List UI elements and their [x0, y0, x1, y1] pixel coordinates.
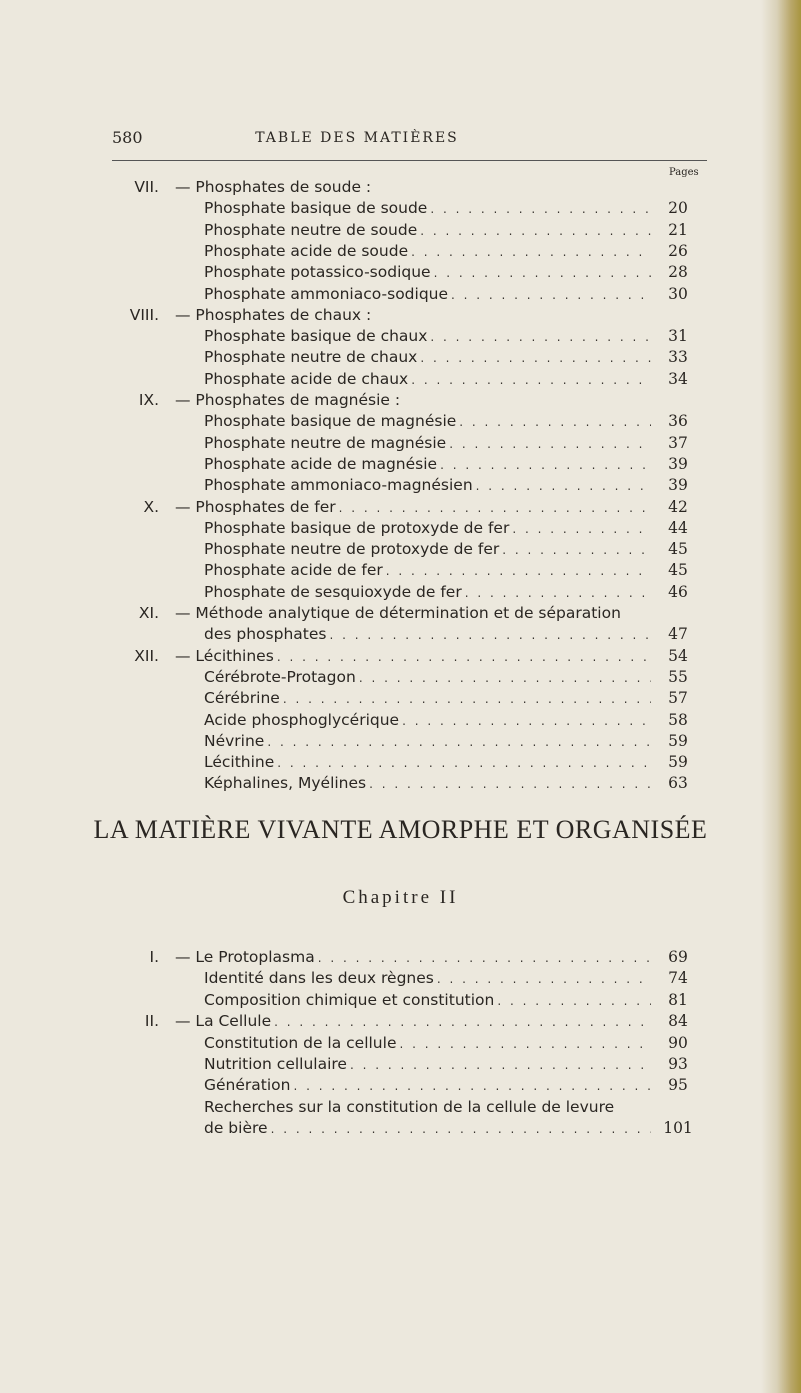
- toc-entry-row: [0, 1052, 801, 1076]
- toc-entry-row: [0, 988, 801, 1012]
- page-ref: 101: [663, 1119, 693, 1138]
- entry-line: [204, 1095, 651, 1119]
- page-ref: 21: [668, 220, 688, 239]
- entry-title: Nutrition cellulaire: [204, 1055, 347, 1073]
- entry-title: Phosphate acide de magnésie: [204, 454, 438, 473]
- page-ref: 55: [668, 667, 688, 686]
- section-title: — Méthode analytique de détermination et de séparation: [175, 604, 621, 622]
- section-title: — Phosphates de soude :: [175, 178, 372, 196]
- entry-title: Génération: [204, 1076, 291, 1095]
- page-ref: 93: [668, 1055, 688, 1073]
- entry-title: Phosphate acide de soude: [204, 241, 409, 260]
- entry-line: [204, 1116, 651, 1141]
- section-title: — Le Protoplasma: [175, 948, 315, 966]
- toc-entry-row: [0, 966, 801, 990]
- page-ref: 45: [668, 540, 688, 559]
- section-roman-numeral: VII.: [134, 178, 159, 196]
- entry-title: Phosphate ammoniaco-magnésien: [204, 476, 473, 495]
- entry-title: Phosphate ammoniaco-sodique: [204, 284, 449, 303]
- page-ref: 34: [668, 369, 688, 388]
- page-ref: 46: [668, 582, 688, 601]
- entry-title: Phosphate potassico-sodique: [204, 263, 431, 282]
- pages-column-label: Pages: [669, 167, 699, 178]
- section-roman-numeral: IX.: [138, 391, 159, 409]
- entry-title: de bière: [204, 1119, 268, 1138]
- section-title: — Phosphates de chaux :: [175, 305, 372, 324]
- dot-leader: [369, 772, 651, 796]
- page-ref: 57: [668, 689, 688, 708]
- entry-title: Phosphate neutre de protoxyde de fer: [204, 540, 500, 559]
- page-ref: 20: [668, 199, 688, 218]
- entry-title: Phosphate basique de soude: [204, 199, 428, 218]
- page-ref: 69: [668, 948, 688, 966]
- entry-title: Névrine: [204, 731, 265, 750]
- entry-title: Phosphate neutre de magnésie: [204, 433, 447, 452]
- page-ref: 58: [668, 710, 688, 729]
- entry-title: Identité dans les deux règnes: [204, 969, 434, 988]
- entry-title: Phosphate acide de chaux: [204, 369, 409, 388]
- entry-title: Phosphate acide de fer: [204, 561, 383, 580]
- dot-leader: [271, 1117, 651, 1141]
- page-ref: 47: [668, 625, 688, 644]
- part-heading: LA MATIÈRE VIVANTE AMORPHE ET ORGANISÉE: [93, 815, 708, 844]
- entry-title: Phosphate basique de magnésie: [204, 412, 457, 431]
- page-ref: 59: [668, 731, 688, 750]
- entry-title: Phosphate de sesquioxyde de fer: [204, 582, 462, 601]
- entry-title: Phosphate neutre de chaux: [204, 348, 418, 367]
- entry-title: Phosphate basique de chaux: [204, 327, 428, 346]
- chapter-heading: Chapitre II: [342, 887, 459, 908]
- entry-title: Cérébrote-Protagon: [204, 667, 356, 686]
- page-ref: 39: [668, 454, 688, 473]
- section-roman-numeral: II.: [144, 1012, 159, 1031]
- page-ref: 33: [668, 348, 688, 367]
- entry-title: Cérébrine: [204, 689, 280, 708]
- toc-entry-row: [0, 771, 801, 795]
- section-roman-numeral: VIII.: [129, 305, 159, 324]
- entry-title: Képhalines, Myélines: [204, 774, 367, 793]
- entry-title: Lécithine: [204, 753, 275, 772]
- toc-entry-row: [0, 1116, 801, 1140]
- page-ref: 30: [668, 284, 688, 303]
- page-ref: 59: [668, 753, 688, 772]
- entry-line: [204, 771, 651, 796]
- entry-title: Constitution de la cellule: [204, 1033, 397, 1052]
- section-title: — Lécithines: [175, 646, 274, 665]
- page-ref: 95: [668, 1076, 688, 1095]
- entry-title: des phosphates: [204, 625, 327, 644]
- page-ref: 26: [668, 241, 688, 260]
- page-ref: 45: [668, 561, 688, 580]
- toc-entry-row: [0, 1095, 801, 1119]
- page-ref: 90: [668, 1033, 688, 1052]
- section-title: — Phosphates de magnésie :: [175, 391, 401, 409]
- section-title: — La Cellule: [175, 1012, 272, 1031]
- page-ref: 42: [668, 497, 688, 516]
- toc-section-row: [0, 945, 801, 969]
- page-ref: 74: [668, 969, 688, 988]
- running-title: TABLE DES MATIÈRES: [255, 130, 459, 146]
- toc-entry-row: [0, 1031, 801, 1055]
- page-ref: 63: [668, 774, 688, 793]
- entry-title: Phosphate basique de protoxyde de fer: [204, 518, 510, 537]
- entry-title: Composition chimique et constitution: [204, 990, 495, 1009]
- section-roman-numeral: XI.: [138, 604, 159, 622]
- toc-entry-row: [0, 1073, 801, 1097]
- page-ref: 37: [668, 433, 688, 452]
- toc-section-row: [0, 1009, 801, 1033]
- page-ref: 81: [668, 990, 688, 1009]
- page-ref: 28: [668, 263, 688, 282]
- entry-title: Acide phosphoglycérique: [204, 710, 400, 729]
- page-ref: 44: [668, 518, 688, 537]
- section-roman-numeral: X.: [143, 497, 159, 516]
- section-roman-numeral: XII.: [134, 646, 159, 665]
- header-rule: [112, 160, 707, 161]
- entry-title: Phosphate neutre de soude: [204, 220, 418, 239]
- page-number: 580: [112, 128, 143, 147]
- page-ref: 39: [668, 476, 688, 495]
- section-title: — Phosphates de fer: [175, 497, 336, 516]
- page-ref: 54: [668, 646, 688, 665]
- page-ref: 84: [668, 1012, 688, 1031]
- section-roman-numeral: I.: [149, 948, 159, 966]
- page-ref: 31: [668, 327, 688, 346]
- page-ref: 36: [668, 412, 688, 431]
- entry-title: Recherches sur la constitution de la cellule de levure: [204, 1097, 615, 1116]
